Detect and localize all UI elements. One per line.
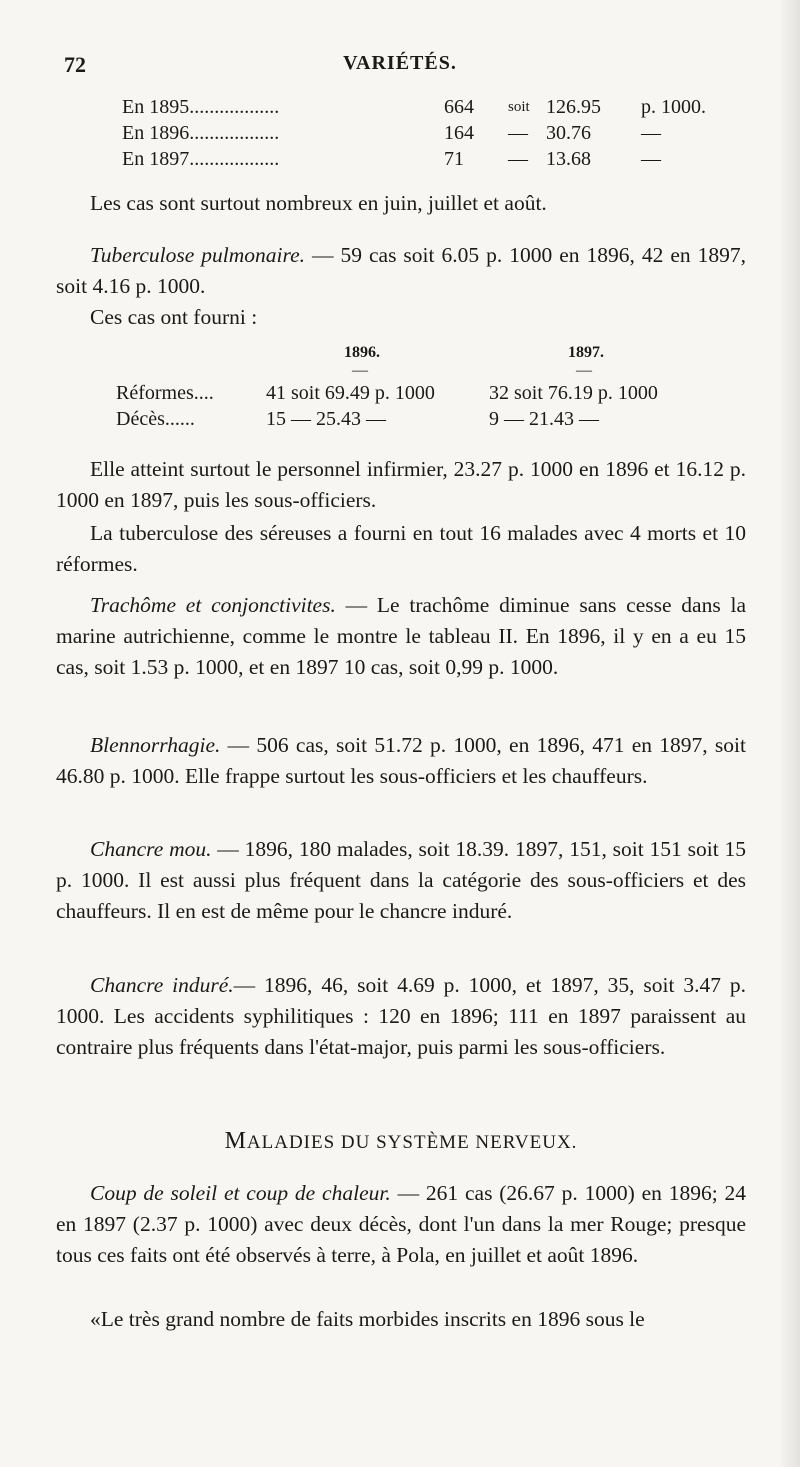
yearly-cases-table: [56, 96, 746, 174]
row-label: Réformes....: [116, 382, 214, 404]
row-label: En 1896..................: [122, 122, 280, 144]
row-label: En 1895..................: [122, 96, 280, 118]
section-initial: M: [224, 1128, 247, 1154]
separator: soit: [508, 99, 530, 115]
rate: 30.76: [546, 122, 591, 144]
separator: —: [508, 122, 528, 144]
paragraph-infirmier: Elle atteint surtout le personnel infirmier, 23.27 p. 1000 en 1896 et 16.12 p. 1000 en 1897, puis les sous-officiers.: [56, 457, 746, 512]
year-header: 1897.: [568, 344, 604, 361]
header-rule: — —: [352, 362, 592, 379]
paragraph-sereuses: La tuberculose des séreuses a fourni en tout 16 malades avec 4 morts et 10 réformes.: [56, 521, 746, 576]
section-title: [56, 1128, 746, 1155]
case-count: 664: [444, 96, 474, 118]
year-header: 1896.: [344, 344, 380, 361]
table-row: [56, 148, 746, 174]
value-1896: 41 soit 69.49 p. 1000: [266, 382, 435, 404]
rubric-chancre-indure: Chancre induré.: [90, 973, 234, 997]
case-count: 164: [444, 122, 474, 144]
rubric-tuberculose: Tuberculose pulmonaire.: [90, 243, 306, 267]
section-title-rest: ALADIES DU SYSTÈME NERVEUX.: [246, 1132, 578, 1153]
table-row: [56, 408, 746, 434]
case-count: 71: [444, 148, 464, 170]
rate-unit: —: [641, 122, 661, 144]
value-1897: 32 soit 76.19 p. 1000: [489, 382, 658, 404]
value-1896: 15 — 25.43 —: [266, 408, 386, 430]
rubric-coup-de-soleil: Coup de soleil et coup de chaleur.: [90, 1181, 391, 1205]
page-edge-shadow: [778, 0, 800, 1467]
row-label: En 1897..................: [122, 148, 280, 170]
table-row: [56, 96, 746, 122]
rubric-trachome: Trachôme et conjonctivites.: [90, 593, 336, 617]
row-label: Décès......: [116, 408, 195, 430]
rate-unit: p. 1000.: [641, 96, 706, 118]
paragraph-trachome: Trachôme et conjonctivites. — Le trachôme diminue sans cesse dans la marine autrichienne, comme le montre le tableau II. En 1896, il y en a eu 15 cas, soit 1.53 p. 1000, et en 1897 10 cas, soit 0,99 p. 1000.: [56, 593, 746, 679]
paragraph-chancre-mou: Chancre mou. — 1896, 180 malades, soit 18.39. 1897, 151, soit 151 soit 15 p. 1000. Il est aussi plus fréquent dans la catégorie des sous-officiers et des chauffeurs. Il en est de même pour le chancre induré.: [56, 837, 746, 923]
paragraph-fourni: Ces cas ont fourni :: [90, 305, 258, 329]
rubric-blennorrhagie: Blennorrhagie.: [90, 733, 221, 757]
paragraph-chancre-indure: Chancre induré.— 1896, 46, soit 4.69 p. 1000, et 1897, 35, soit 3.47 p. 1000. Les accidents syphilitiques : 120 en 1896; 111 en 1897 paraissent au contraire plus fréquents dans l'état-major, puis parmi les sous-officiers.: [56, 973, 746, 1059]
paragraph-tuberculose: Tuberculose pulmonaire. — 59 cas soit 6.05 p. 1000 en 1896, 42 en 1897, soit 4.16 p. 1000.: [56, 243, 746, 298]
page-header: [0, 48, 800, 84]
table-row: [56, 122, 746, 148]
rate-unit: —: [641, 148, 661, 170]
paragraph-blennorrhagie: Blennorrhagie. — 506 cas, soit 51.72 p. 1000, en 1896, 471 en 1897, soit 46.80 p. 1000. Elle frappe surtout les sous-officiers et les chauffeurs.: [56, 733, 746, 788]
tuberculosis-table: [56, 344, 746, 434]
paragraph-last: «Le très grand nombre de faits morbides inscrits en 1896 sous le: [90, 1307, 645, 1331]
rate: 13.68: [546, 148, 591, 170]
rubric-chancre-mou: Chancre mou.: [90, 837, 212, 861]
table-header: [56, 344, 746, 368]
running-head: VARIÉTÉS.: [343, 52, 457, 74]
paragraph-summer: Les cas sont surtout nombreux en juin, juillet et août.: [90, 191, 547, 215]
rate: 126.95: [546, 96, 601, 118]
separator: —: [508, 148, 528, 170]
value-1897: 9 — 21.43 —: [489, 408, 599, 430]
paragraph-coup-de-soleil: Coup de soleil et coup de chaleur. — 261 cas (26.67 p. 1000) en 1896; 24 en 1897 (2.37 p. 1000) avec deux décès, dont l'un dans la mer Rouge; presque tous ces faits ont été observés à terre, à Pola, en juillet et août 1896.: [56, 1181, 747, 1267]
page-number: 72: [64, 52, 86, 77]
table-row: [56, 382, 746, 408]
